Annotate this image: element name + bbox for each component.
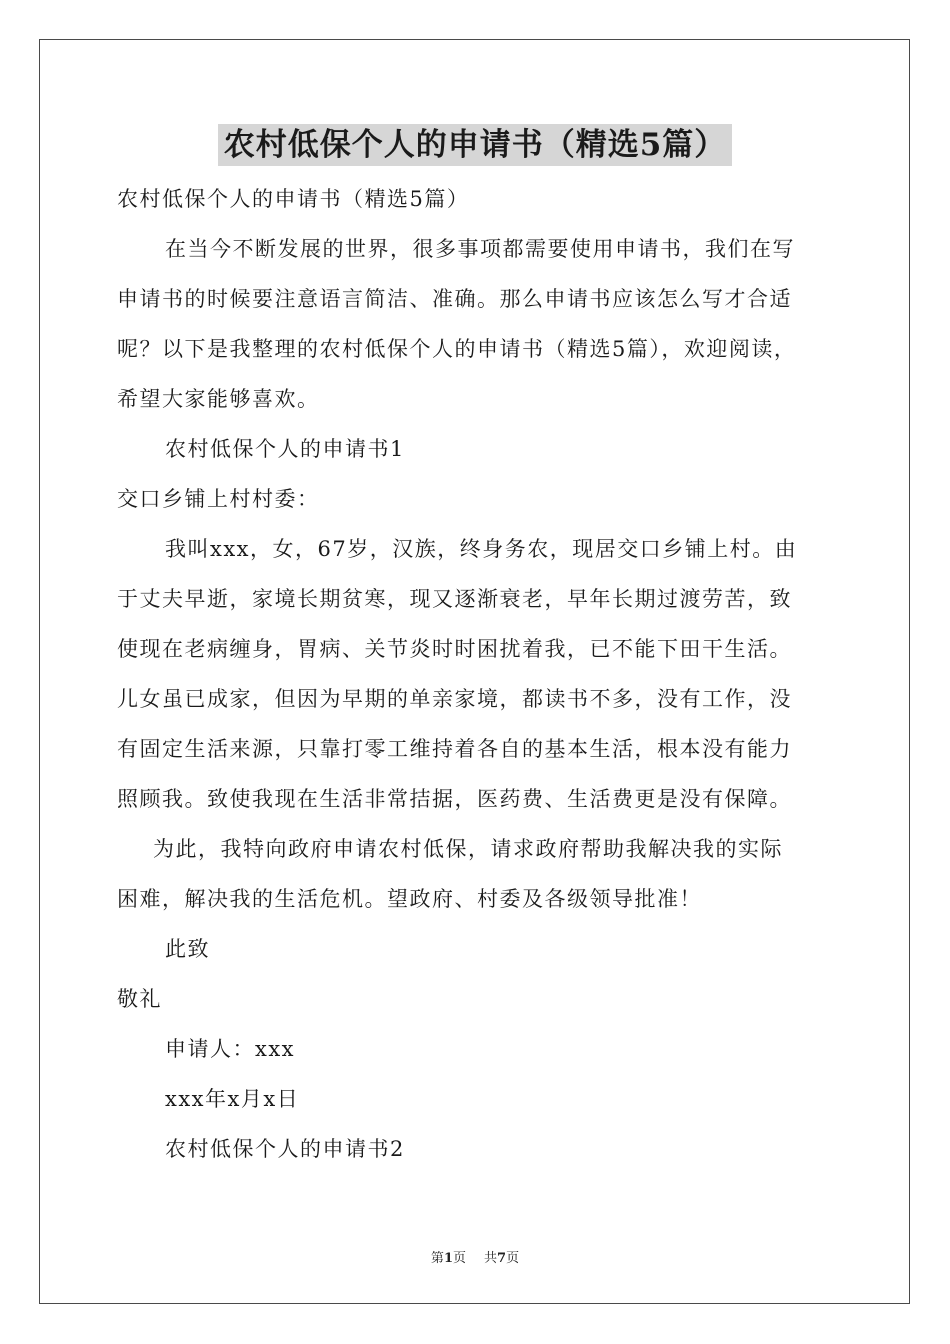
- body-line: 于丈夫早逝，家境长期贫寒，现又逐渐衰老，早年长期过渡劳苦，致: [117, 587, 792, 611]
- salutation: 交口乡铺上村村委：: [117, 487, 320, 511]
- body-line: 困难，解决我的生活危机。望政府、村委及各级领导批准！: [117, 887, 702, 911]
- body-line: 有固定生活来源，只靠打零工维持着各自的基本生活，根本没有能力: [117, 737, 792, 761]
- title-container: [0, 124, 950, 166]
- document-body: [117, 178, 837, 1178]
- total-prefix: 共: [484, 1251, 498, 1266]
- total-suffix: 页: [506, 1251, 520, 1266]
- body-line: 呢？以下是我整理的农村低保个人的申请书（精选5篇），欢迎阅读，: [117, 337, 797, 361]
- body-line: 希望大家能够喜欢。: [117, 387, 320, 411]
- section-heading: 农村低保个人的申请书1: [165, 437, 405, 461]
- page-current: 1: [443, 1251, 453, 1266]
- closing-salute: 敬礼: [117, 987, 162, 1011]
- body-line: 申请书的时候要注意语言简洁、准确。那么申请书应该怎么写才合适: [117, 287, 792, 311]
- body-line: 农村低保个人的申请书（精选5篇）: [117, 187, 470, 211]
- document-title: 农村低保个人的申请书（精选5篇）: [218, 124, 733, 166]
- date-line: xxx年x月x日: [165, 1087, 300, 1111]
- section-heading: 农村低保个人的申请书2: [165, 1137, 405, 1161]
- body-line: 照顾我。致使我现在生活非常拮据，医药费、生活费更是没有保障。: [117, 787, 792, 811]
- page-footer: [0, 1247, 950, 1266]
- applicant-line: 申请人：xxx: [165, 1037, 296, 1061]
- page-prefix: 第: [430, 1251, 444, 1266]
- body-line: 我叫xxx，女，67岁，汉族，终身务农，现居交口乡铺上村。由: [165, 537, 798, 561]
- body-line: 儿女虽已成家，但因为早期的单亲家境，都读书不多，没有工作，没: [117, 687, 792, 711]
- page-total: 7: [497, 1251, 507, 1266]
- closing-phrase: 此致: [165, 937, 210, 961]
- body-line: 在当今不断发展的世界，很多事项都需要使用申请书，我们在写: [165, 237, 795, 261]
- page-suffix: 页: [452, 1251, 466, 1266]
- body-line: 使现在老病缠身，胃病、关节炎时时困扰着我，已不能下田干生活。: [117, 637, 792, 661]
- body-line: 为此，我特向政府申请农村低保，请求政府帮助我解决我的实际: [153, 837, 783, 861]
